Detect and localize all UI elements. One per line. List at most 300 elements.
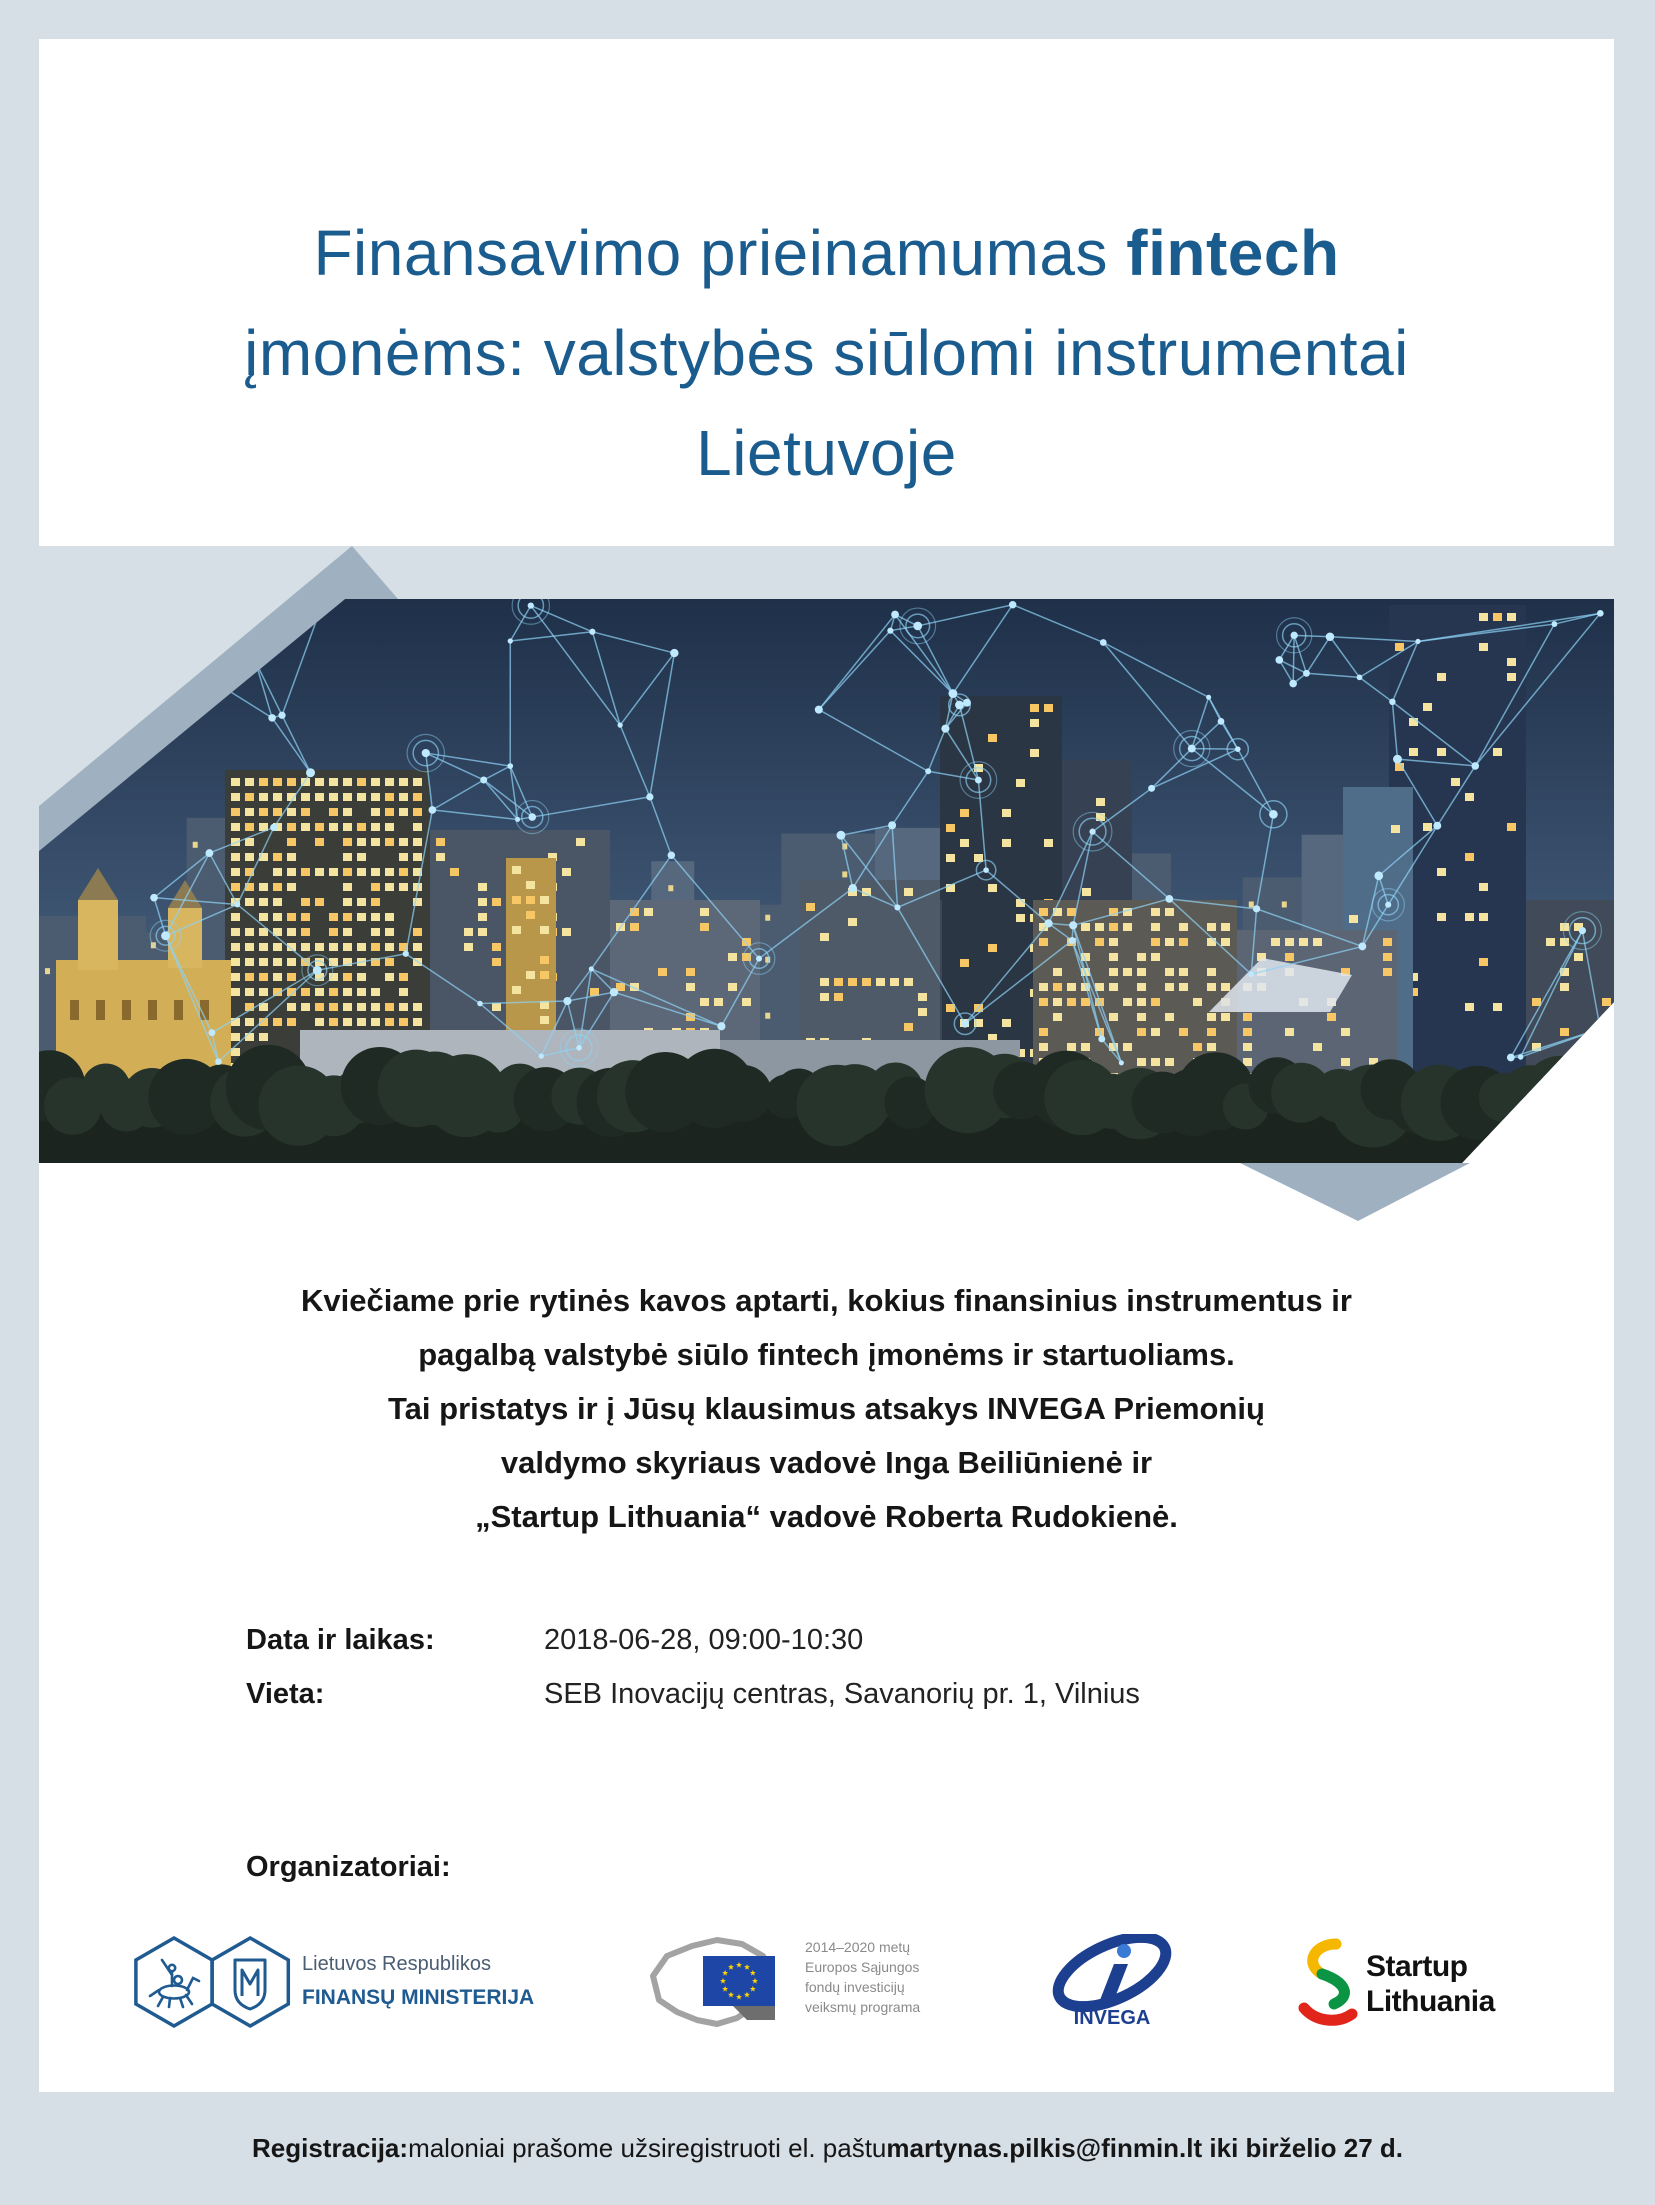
lit-window	[988, 734, 997, 742]
network-node	[894, 904, 900, 910]
lit-window	[399, 868, 408, 876]
network-node	[610, 988, 618, 996]
lit-window	[231, 853, 240, 861]
lit-window	[820, 933, 829, 941]
lit-window	[1546, 938, 1555, 946]
lit-window	[259, 793, 268, 801]
lit-window	[1109, 1013, 1118, 1021]
lit-window	[357, 823, 366, 831]
network-node	[668, 851, 675, 858]
network-node	[528, 813, 536, 821]
lit-window	[399, 793, 408, 801]
lit-window	[1002, 839, 1011, 847]
lit-window	[371, 793, 380, 801]
lit-window	[492, 943, 501, 951]
lit-window	[259, 883, 268, 891]
lit-window	[1341, 1058, 1350, 1066]
lit-window	[1137, 1028, 1146, 1036]
lit-window	[385, 973, 394, 981]
network-node	[1597, 1026, 1603, 1032]
lit-window	[231, 883, 240, 891]
lit-window	[1081, 1043, 1090, 1051]
lit-window	[315, 868, 324, 876]
lit-window	[1507, 613, 1516, 621]
lit-window	[1207, 983, 1216, 991]
eu-text-line: fondų investicijų	[805, 1979, 905, 1995]
network-node	[618, 723, 623, 728]
lit-window	[357, 853, 366, 861]
lit-window	[1165, 983, 1174, 991]
lit-window	[1044, 704, 1053, 712]
lit-window	[1151, 998, 1160, 1006]
lit-window	[1327, 1013, 1336, 1021]
lit-window	[371, 928, 380, 936]
lit-window	[287, 853, 296, 861]
lit-window	[1532, 998, 1541, 1006]
lit-window	[904, 1023, 913, 1031]
lit-window	[329, 1018, 338, 1026]
lit-window	[371, 943, 380, 951]
startup-text-line2: Lithuania	[1366, 1985, 1495, 2018]
event-details	[246, 1619, 1446, 1727]
startup-text-line1: Startup	[1366, 1950, 1468, 1983]
lit-window	[1423, 823, 1432, 831]
lit-window	[385, 943, 394, 951]
lit-window	[315, 1018, 324, 1026]
network-node	[1507, 1054, 1515, 1062]
network-node	[975, 777, 982, 784]
lit-window	[512, 896, 521, 904]
lit-window	[413, 793, 422, 801]
network-node	[887, 628, 893, 634]
church-window	[122, 1000, 131, 1020]
lit-window	[834, 993, 843, 1001]
lit-window	[988, 944, 997, 952]
lit-window	[526, 971, 535, 979]
network-node	[1235, 746, 1241, 752]
lit-window	[1285, 938, 1294, 946]
lit-window	[329, 988, 338, 996]
intro-line	[39, 1328, 1614, 1382]
lit-window	[1137, 1013, 1146, 1021]
network-node	[313, 966, 322, 975]
lit-window	[231, 913, 240, 921]
ministry-name-line2: FINANSŲ MINISTERIJA	[302, 1986, 535, 2009]
lit-window	[343, 943, 352, 951]
lit-window	[512, 866, 521, 874]
lit-window	[1096, 798, 1105, 806]
detail-row-venue	[246, 1673, 1446, 1727]
network-node	[215, 1058, 222, 1065]
lit-window	[245, 853, 254, 861]
network-node	[815, 706, 823, 714]
lit-window	[512, 926, 521, 934]
network-node	[1089, 829, 1095, 835]
tree	[1556, 1067, 1627, 1138]
network-line	[1192, 749, 1238, 750]
lit-window	[1081, 923, 1090, 931]
lit-window	[315, 838, 324, 846]
network-node	[837, 831, 846, 840]
lit-window	[464, 928, 473, 936]
eu-text-line: 2014–2020 metų	[805, 1939, 911, 1955]
lit-window	[315, 943, 324, 951]
lit-window	[329, 943, 338, 951]
invega-label: INVEGA	[1073, 2007, 1151, 2029]
lit-window	[1067, 1043, 1076, 1051]
lit-window	[231, 958, 240, 966]
lit-window	[1299, 938, 1308, 946]
lit-window	[1151, 953, 1160, 961]
lit-window	[315, 793, 324, 801]
lit-window	[371, 883, 380, 891]
lit-window	[399, 1003, 408, 1011]
lit-window	[1165, 908, 1174, 916]
lit-window	[1030, 749, 1039, 757]
network-node	[1374, 871, 1383, 880]
lit-window	[700, 998, 709, 1006]
lit-window	[1165, 938, 1174, 946]
network-node	[1165, 895, 1173, 903]
lit-window	[1179, 968, 1188, 976]
lit-window	[301, 808, 310, 816]
network-node	[849, 884, 857, 892]
lit-window	[1193, 1043, 1202, 1051]
lit-window	[1602, 1073, 1611, 1081]
lit-window	[273, 1018, 282, 1026]
lit-window	[876, 978, 885, 986]
lit-window	[1039, 1043, 1048, 1051]
lit-window	[848, 978, 857, 986]
network-node	[150, 894, 158, 902]
lit-window	[1285, 953, 1294, 961]
network-node	[955, 701, 964, 710]
lit-window	[848, 918, 857, 926]
lit-window	[1391, 825, 1400, 833]
network-node	[429, 806, 437, 814]
lit-window	[820, 993, 829, 1001]
network-node	[205, 849, 213, 857]
lit-window	[343, 928, 352, 936]
lit-window	[1165, 1013, 1174, 1021]
church-tower	[78, 900, 118, 970]
lit-window	[343, 883, 352, 891]
lit-window	[1179, 923, 1188, 931]
intro-paragraph	[39, 1274, 1614, 1544]
lit-window	[1039, 1028, 1048, 1036]
lit-window	[273, 793, 282, 801]
lit-window	[1137, 983, 1146, 991]
network-node	[477, 1001, 483, 1007]
lit-window	[1123, 968, 1132, 976]
lit-window	[287, 823, 296, 831]
lit-window	[492, 898, 501, 906]
lit-window	[700, 908, 709, 916]
lit-window	[1479, 913, 1488, 921]
lit-window	[1409, 748, 1418, 756]
lit-window	[343, 853, 352, 861]
lit-window	[1313, 938, 1322, 946]
lit-window	[329, 823, 338, 831]
network-node	[576, 1045, 582, 1051]
lit-window	[450, 868, 459, 876]
lit-window	[1095, 938, 1104, 946]
network-node	[948, 689, 957, 698]
lit-window	[259, 898, 268, 906]
title-line-3: Lietuvoje	[696, 417, 957, 489]
lit-window	[193, 842, 198, 848]
title-keyword: fintech	[1126, 217, 1340, 289]
lit-window	[1507, 673, 1516, 681]
lit-window	[301, 943, 310, 951]
lit-window	[259, 808, 268, 816]
lit-window	[413, 1018, 422, 1026]
lit-window	[1137, 968, 1146, 976]
lit-window	[1109, 938, 1118, 946]
title-text: Finansavimo prieinamumas	[313, 217, 1127, 289]
lit-window	[301, 868, 310, 876]
finance-ministry-logo	[134, 1934, 594, 2030]
lit-window	[399, 838, 408, 846]
lit-window	[946, 854, 955, 862]
eu-funds-logo	[647, 1934, 947, 2030]
lit-window	[478, 928, 487, 936]
network-node	[539, 1053, 544, 1058]
lit-window	[1053, 998, 1062, 1006]
network-node	[1044, 919, 1052, 927]
network-node	[234, 902, 240, 908]
network-node	[1358, 943, 1366, 951]
lit-window	[960, 809, 969, 817]
lit-window	[1151, 923, 1160, 931]
intro-text: pagalbą valstybė siūlo	[418, 1337, 758, 1372]
lit-window	[1137, 953, 1146, 961]
detail-value: 2018-06-28, 09:00-10:30	[544, 1624, 864, 1656]
lit-window	[273, 913, 282, 921]
lit-window	[371, 868, 380, 876]
lit-window	[343, 913, 352, 921]
lit-window	[371, 988, 380, 996]
lit-window	[1207, 1028, 1216, 1036]
lit-window	[357, 793, 366, 801]
lit-window	[1039, 998, 1048, 1006]
lit-window	[1285, 1028, 1294, 1036]
lit-window	[343, 778, 352, 786]
network-node	[1471, 762, 1479, 770]
lit-window	[357, 778, 366, 786]
network-node	[589, 629, 595, 635]
network-node	[1098, 1036, 1105, 1043]
lit-window	[1179, 1028, 1188, 1036]
church-tower	[168, 908, 202, 968]
lit-window	[301, 928, 310, 936]
lit-window	[1243, 1013, 1252, 1021]
lit-window	[1030, 719, 1039, 727]
network-node	[1579, 927, 1586, 934]
lit-window	[371, 1018, 380, 1026]
lit-window	[630, 923, 639, 931]
lit-window	[1151, 908, 1160, 916]
network-node	[1253, 905, 1260, 912]
lit-window	[273, 973, 282, 981]
lit-window	[700, 923, 709, 931]
lit-window	[540, 956, 549, 964]
lit-window	[343, 988, 352, 996]
poster-title	[39, 203, 1614, 503]
lit-window	[357, 913, 366, 921]
network-node	[1385, 902, 1391, 908]
lit-window	[357, 838, 366, 846]
lit-window	[329, 928, 338, 936]
lit-window	[1207, 1013, 1216, 1021]
lit-window	[1095, 923, 1104, 931]
detail-value: SEB Inovacijų centras, Savanorių pr. 1, Vilnius	[544, 1678, 1140, 1710]
ministry-shield-icon	[235, 1960, 265, 2009]
lit-window	[413, 943, 422, 951]
lit-window	[1039, 908, 1048, 916]
network-node	[1248, 971, 1253, 976]
lit-window	[371, 1003, 380, 1011]
network-node	[1188, 745, 1196, 753]
lit-window	[1165, 1058, 1174, 1066]
lit-window	[343, 823, 352, 831]
network-node	[670, 649, 678, 657]
lit-window	[273, 808, 282, 816]
startup-s-icon	[1304, 1944, 1352, 2020]
photo-band	[0, 546, 1655, 1223]
lit-window	[385, 928, 394, 936]
ministry-name-line1: Lietuvos Respublikos	[302, 1953, 491, 1975]
lit-window	[1493, 613, 1502, 621]
lit-window	[399, 808, 408, 816]
lit-window	[273, 958, 282, 966]
lit-window	[765, 1013, 770, 1019]
title-line-1	[39, 203, 1614, 303]
lit-window	[1137, 1058, 1146, 1066]
lit-window	[478, 883, 487, 891]
lit-window	[329, 868, 338, 876]
lit-window	[231, 1033, 240, 1041]
lit-window	[1479, 958, 1488, 966]
network-line	[1293, 635, 1294, 683]
lit-window	[287, 913, 296, 921]
network-node	[925, 768, 931, 774]
lit-window	[1109, 983, 1118, 991]
lit-window	[1221, 938, 1230, 946]
lit-window	[1030, 704, 1039, 712]
lit-window	[287, 838, 296, 846]
lit-window	[385, 868, 394, 876]
lit-window	[287, 868, 296, 876]
lit-window	[1053, 1013, 1062, 1021]
lit-window	[315, 898, 324, 906]
network-node	[1326, 632, 1335, 641]
network-node	[1415, 639, 1420, 644]
lit-window	[1221, 983, 1230, 991]
lit-window	[343, 808, 352, 816]
intro-line: Kviečiame prie rytinės kavos aptarti, kokius finansinius instrumentus ir	[301, 1283, 1352, 1318]
lit-window	[273, 778, 282, 786]
network-node	[161, 931, 170, 940]
lit-window	[1109, 923, 1118, 931]
lit-window	[399, 1018, 408, 1026]
lit-window	[45, 968, 50, 974]
title-line-2: įmonėms: valstybės siūlomi instrumentai	[244, 317, 1409, 389]
lit-window	[1602, 998, 1611, 1006]
lit-window	[245, 943, 254, 951]
lit-window	[343, 838, 352, 846]
lit-window	[1465, 1003, 1474, 1011]
network-node	[1119, 1060, 1124, 1065]
lit-window	[1243, 1043, 1252, 1051]
lit-window	[834, 978, 843, 986]
network-node	[1206, 695, 1211, 700]
lit-window	[259, 973, 268, 981]
lit-window	[742, 998, 751, 1006]
lit-window	[686, 968, 695, 976]
lit-window	[245, 1018, 254, 1026]
invega-logo	[1040, 1934, 1185, 2030]
lit-window	[385, 1003, 394, 1011]
lit-window	[526, 881, 535, 889]
lit-window	[245, 778, 254, 786]
lit-window	[728, 953, 737, 961]
lit-window	[1282, 901, 1287, 907]
lit-window	[1082, 888, 1091, 896]
lit-window	[329, 793, 338, 801]
network-node	[403, 951, 409, 957]
lit-window	[1465, 793, 1474, 801]
lit-window	[357, 898, 366, 906]
lit-window	[904, 978, 913, 986]
network-node	[1068, 937, 1075, 944]
network-node	[756, 956, 762, 962]
lit-window	[1249, 901, 1254, 907]
network-node	[963, 699, 971, 707]
detail-row-date	[246, 1619, 1446, 1673]
lit-window	[231, 943, 240, 951]
lit-window	[245, 823, 254, 831]
lit-window	[1039, 983, 1048, 991]
lit-window	[1123, 998, 1132, 1006]
lit-window	[273, 898, 282, 906]
network-node	[507, 763, 513, 769]
lit-window	[315, 778, 324, 786]
lit-window	[1081, 998, 1090, 1006]
network-node	[1269, 810, 1278, 819]
lit-window	[259, 988, 268, 996]
network-node	[1389, 699, 1395, 705]
lit-window	[231, 808, 240, 816]
lit-window	[988, 884, 997, 892]
network-node	[480, 776, 487, 783]
church-window	[96, 1000, 105, 1020]
network-node	[508, 638, 513, 643]
lit-window	[343, 898, 352, 906]
lit-window	[315, 823, 324, 831]
lit-window	[399, 853, 408, 861]
lit-window	[1479, 883, 1488, 891]
lit-window	[1067, 998, 1076, 1006]
lit-window	[946, 824, 955, 832]
lit-window	[287, 1018, 296, 1026]
lit-window	[1123, 1043, 1132, 1051]
lit-window	[1207, 938, 1216, 946]
lit-window	[1588, 1058, 1597, 1066]
lit-window	[245, 808, 254, 816]
lit-window	[385, 913, 394, 921]
lit-window	[1574, 953, 1583, 961]
